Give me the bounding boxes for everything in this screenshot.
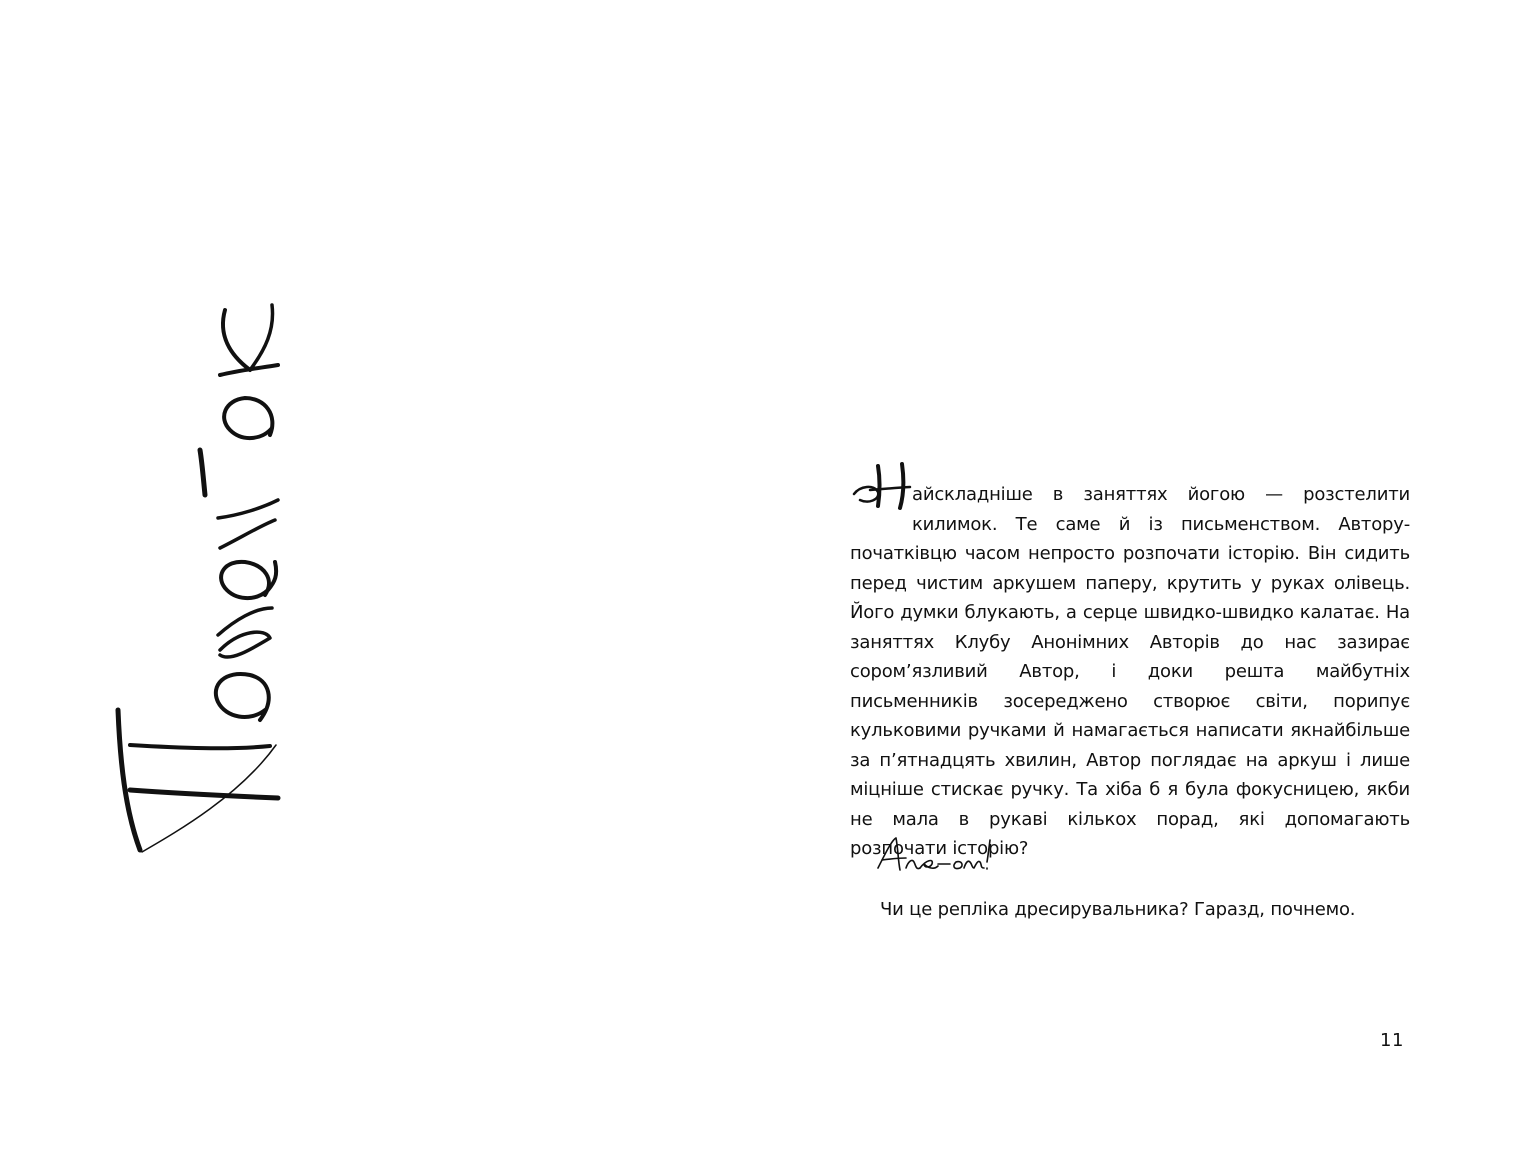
drop-cap [850, 460, 912, 512]
body-text-block [850, 480, 1410, 864]
first-paragraph-text: айскладніше в заняттях йогою — розстелити килимок. Те саме й із письменством. Автору-початківцю часом непросто розпочати історію. Він сидить перед чистим аркушем паперу, крутить у руках олівець. Його думки блукають, а серце швидко-швидко калатає. На заняттях Клубу Анонімних Авторів до нас зазирає сором’язливий Автор, і доки решта майбутніх письменників зосереджено створює світи, порипує кульковими ручками й намагається написати якнайбільше за п’ятнадцять хвилин, Автор поглядає на аркуш і лише міцніше стискає ручку. Та хіба б я була фокусницею, якби не мала в рукаві кількох порад, які допомагають розпочати історію? [850, 484, 1410, 859]
chapter-title [100, 290, 300, 870]
chapter-title-script [100, 290, 300, 870]
handwritten-aside [876, 832, 996, 876]
page-number: 11 [1380, 1030, 1404, 1051]
first-paragraph [850, 480, 1410, 864]
closing-line: Чи це репліка дресирувальника? Гаразд, почнемо. [880, 899, 1356, 920]
drop-cap-script [850, 460, 912, 512]
handwritten-aside-script [876, 832, 996, 876]
